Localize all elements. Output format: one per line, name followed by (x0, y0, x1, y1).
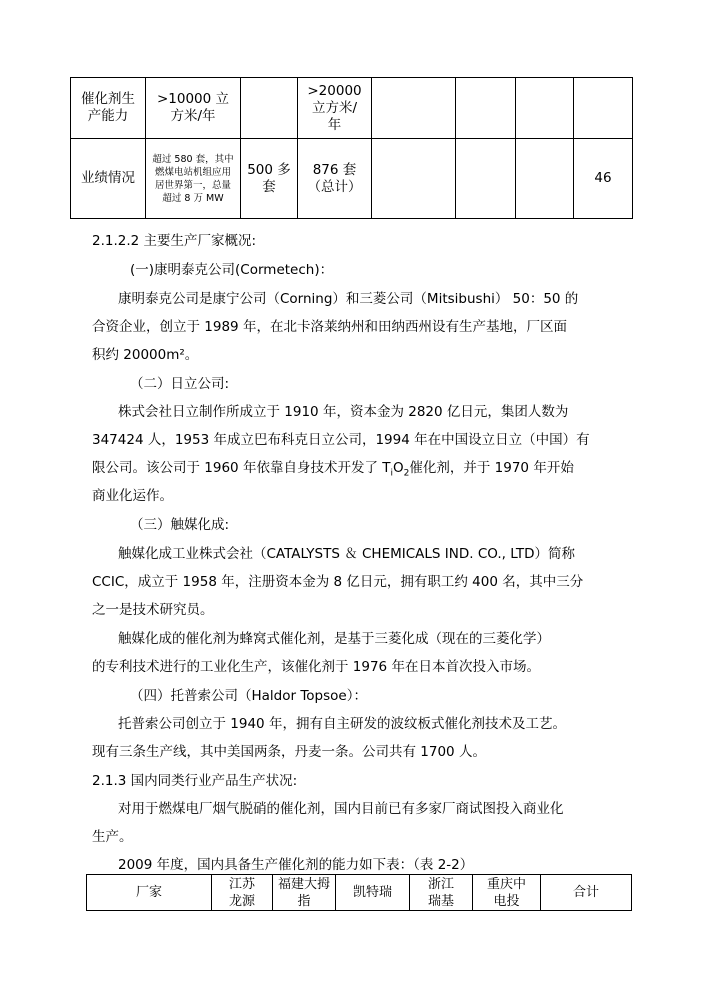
paragraph-line: 托普索公司创立于 1940 年，拥有自主研发的波纹板式催化剂技术及工艺。 (118, 716, 566, 732)
table-cell: 46 (574, 139, 633, 219)
table-cell (456, 78, 516, 139)
paragraph-line: 之一是技术研究员。 (92, 602, 214, 618)
capacity-table (70, 77, 633, 219)
text-run: O (393, 460, 404, 476)
subsection-title: （二）日立公司: (130, 376, 230, 392)
header-cell: 凯特瑞 (336, 875, 410, 911)
paragraph-line: 商业化运作。 (92, 488, 173, 504)
paragraph-line: 347424 人，1953 年成立巴布科克日立公司，1994 年在中国设立日立（中国）有 (92, 432, 590, 448)
table-cell (516, 78, 574, 139)
table-cell (241, 78, 298, 139)
table-header-row (87, 875, 632, 911)
table-cell: 超过 580 套，其中燃煤电站机组应用居世界第一，总量超过 8 万 MW (146, 139, 241, 219)
header-cell: 合计 (541, 875, 632, 911)
table-cell: >10000 立方米/年 (146, 78, 241, 139)
header-cell: 厂家 (87, 875, 212, 911)
table-cell: 876 套（总计） (298, 139, 372, 219)
subscript: i (390, 468, 393, 479)
row-label: 催化剂生产能力 (71, 78, 146, 139)
table-cell (516, 139, 574, 219)
section-heading: 2.1.3 国内同类行业产品生产状况: (92, 773, 298, 789)
paragraph-line (92, 456, 574, 479)
paragraph-line: 现有三条生产线，其中美国两条，丹麦一条。公司共有 1700 人。 (92, 744, 486, 760)
table-cell (372, 78, 456, 139)
table-caption: 2009 年度，国内具备生产催化剂的能力如下表：（表 2-2） (118, 857, 474, 873)
paragraph-line: 康明泰克公司是康宁公司（Corning）和三菱公司（Mitsibushi） 50：50 的 (118, 291, 579, 307)
table-row (71, 139, 633, 219)
header-cell: 江苏龙源 (212, 875, 273, 911)
domestic-capacity-table (86, 874, 632, 911)
paragraph-line: 触媒化成的催化剂为蜂窝式催化剂，是基于三菱化成（现在的三菱化学） (118, 631, 550, 647)
table-cell (372, 139, 456, 219)
header-cell: 重庆中电投 (473, 875, 541, 911)
text-run: 限公司。该公司于 1960 年依靠自身技术开发了 T (92, 460, 391, 476)
section-heading: 2.1.2.2 主要生产厂家概况: (92, 233, 257, 249)
text-run: 催化剂，并于 1970 年开始 (409, 460, 574, 476)
paragraph-line: 触媒化成工业株式会社（CATALYSTS ＆ CHEMICALS IND. CO., LTD）简称 (118, 546, 576, 562)
paragraph-line: 合资企业，创立于 1989 年，在北卡洛莱纳州和田纳西州设有生产基地，厂区面 (92, 319, 567, 335)
subsection-title: （三）触媒化成: (130, 517, 230, 533)
table-row (71, 78, 633, 139)
paragraph-line: 积约 20000m²。 (92, 347, 199, 363)
row-label: 业绩情况 (71, 139, 146, 219)
subsection-title: (一)康明泰克公司(Cormetech)： (130, 262, 334, 278)
subsection-title: （四）托普索公司（Haldor Topsoe）： (130, 688, 367, 704)
paragraph-line: 对用于燃煤电厂烟气脱硝的催化剂，国内目前已有多家厂商试图投入商业化 (118, 801, 564, 817)
table-cell (456, 139, 516, 219)
paragraph-line: CCIC，成立于 1958 年，注册资本金为 8 亿日元，拥有职工约 400 名，其中三分 (92, 574, 584, 590)
subscript: 2 (403, 468, 410, 479)
paragraph-line: 株式会社日立制作所成立于 1910 年，资本金为 2820 亿日元，集团人数为 (118, 404, 569, 420)
header-cell: 福建大拇指 (273, 875, 336, 911)
table-cell: >20000 立方米/年 (298, 78, 372, 139)
table-cell (574, 78, 633, 139)
table-cell: 500 多套 (241, 139, 298, 219)
header-cell: 浙江瑞基 (410, 875, 473, 911)
paragraph-line: 的专利技术进行的工业化生产，该催化剂于 1976 年在日本首次投入市场。 (92, 659, 540, 675)
paragraph-line: 生产。 (92, 829, 133, 845)
